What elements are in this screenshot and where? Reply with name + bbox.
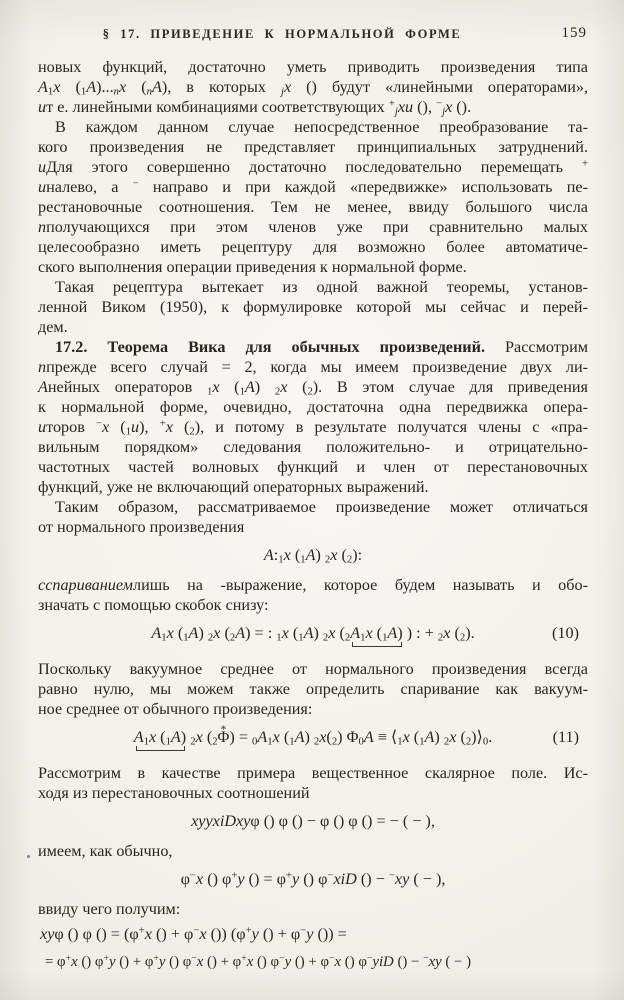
text-line: nполучающихся при этом членов уже при сравнительно малых: [38, 218, 588, 236]
italic-run: A: [151, 78, 162, 96]
italic-run: y: [237, 870, 245, 888]
text-line: uналево, а − направо и при каждой «передвижке» использовать пе-: [38, 177, 588, 196]
text-line: ввиду чего получим:: [38, 900, 181, 918]
italic-run: n: [38, 218, 47, 236]
italic-run: n: [146, 85, 152, 98]
italic-run: j: [442, 105, 446, 118]
italic-run: A: [244, 378, 255, 396]
text-line: от нормального произведения: [38, 518, 245, 536]
italic-run: x: [40, 925, 48, 943]
italic-run: u: [38, 98, 47, 116]
italic-run: u: [38, 418, 47, 436]
italic-run: x: [443, 624, 451, 642]
italic-run: x: [191, 812, 199, 830]
text-line: кого произведения не представляет принципиальных затруднений.: [38, 138, 588, 156]
italic-run: x: [397, 98, 406, 116]
text-line: Рассмотрим в качестве примера вещественное скалярное поле. Ис-: [38, 764, 588, 782]
italic-run: y: [402, 870, 410, 888]
text-line: имеем, как обычно,: [38, 842, 173, 860]
italic-run: u: [38, 158, 47, 176]
italic-run: x: [394, 870, 403, 888]
text-line: вильным порядком» следования положительно- и отрицательно-: [38, 438, 588, 456]
bold-run: 17.2. Теорема Вика для обычных произведений.: [55, 338, 485, 356]
italic-run: x: [102, 418, 110, 436]
italic-run: y: [47, 925, 55, 943]
display-formula: $A_1x$ $(_1A)$ $_2$x $(_2A)$ = : $_1$x $(_1A)$ $_2$x ($_2A_1x$ $(_1A)$ ) : + $_2$x $(_2)$. (10): [38, 621, 588, 645]
italic-run: x: [212, 812, 220, 830]
display-formula: $A:_1x$ $(_1A)$ $_2$x $(_2)$:: [263, 546, 363, 566]
italic-run: x: [196, 954, 204, 970]
italic-run: спариванием: [45, 576, 133, 594]
italic-run: c: [38, 576, 46, 594]
text-line: ходя из перестановочных соотношений: [38, 784, 310, 802]
italic-run: x: [280, 378, 288, 396]
italic-run: n: [38, 358, 47, 376]
italic-run: x: [195, 728, 203, 746]
italic-run: A: [424, 728, 435, 746]
italic-run: x: [333, 870, 341, 888]
italic-run: x: [166, 624, 174, 642]
italic-run: x: [53, 78, 61, 96]
italic-run: iD: [340, 870, 357, 888]
text-line: $A_1x$ $(_1A)..._nx$ $(_nA)$, в которых $_j$x () будут «линейными операторами»,: [38, 78, 589, 98]
italic-run: A: [303, 624, 314, 642]
italic-run: y: [292, 870, 300, 888]
italic-run: y: [251, 925, 259, 943]
italic-run: x: [330, 546, 338, 564]
italic-run: x: [71, 954, 78, 970]
italic-run: x: [281, 624, 289, 642]
text-line: рестановочные соотношения. Тем не менее, ввиду большого числа: [38, 198, 588, 216]
text-line: равно нулю, мы можем также определить спаривание как вакуум-: [38, 680, 588, 698]
text-line: uторов −x $(_1u)$, +x $(_2)$, и потому в результате получатся члены с «пра-: [38, 417, 588, 438]
italic-run: iD: [219, 812, 237, 830]
italic-run: A: [38, 378, 48, 396]
italic-run: x: [365, 624, 373, 642]
italic-run: u: [405, 98, 414, 116]
equation-number: (10): [552, 624, 579, 642]
italic-run: A: [305, 546, 316, 564]
italic-run: y: [205, 812, 213, 830]
italic-run: y: [108, 954, 116, 970]
starred-symbol: * Φ: [218, 725, 230, 749]
contraction-bracket: $A_1x$ $(_1A)$: [350, 624, 407, 644]
italic-run: x: [195, 870, 204, 888]
italic-run: iD: [378, 954, 394, 970]
running-header-title: § 17. ПРИВЕДЕНИЕ К НОРМАЛЬНОЙ ФОРМЕ: [102, 27, 462, 41]
italic-run: A: [188, 624, 199, 642]
text-line: ского выполнения операции приведения к нормальной форме.: [38, 258, 467, 276]
italic-run: x: [402, 728, 410, 746]
text-line: к нормальной форме, очевидно, достаточна одна передвижка опера-: [38, 398, 588, 416]
italic-run: A: [387, 624, 398, 642]
italic-run: A: [235, 624, 246, 642]
text-line: nпрежде всего случай = 2, когда мы имеем произведение двух ли-: [38, 358, 588, 376]
text-line: Поскольку вакуумное среднее от нормального произведения всегда: [38, 660, 588, 678]
display-formula: xyφ () φ () = (φ+x () + φ−x ()) (φ+y () + φ−y ()) =: [40, 924, 347, 943]
text-line: Такая рецептура вытекает из одной важной теоремы, установ-: [55, 278, 588, 296]
italic-run: y: [372, 954, 379, 970]
italic-run: j: [280, 85, 284, 98]
page-number: 159: [561, 25, 587, 41]
italic-run: u: [131, 418, 140, 436]
italic-run: n: [113, 85, 119, 98]
italic-run: A: [133, 728, 144, 746]
italic-run: A: [38, 78, 48, 96]
italic-run: x: [199, 925, 207, 943]
text-line: Таким образом, рассматриваемое произведение может отличаться: [55, 498, 588, 516]
text-line: ное среднее от обычного произведения:: [38, 700, 313, 718]
italic-run: x: [449, 728, 457, 746]
italic-run: x: [144, 925, 152, 943]
italic-run: A: [170, 728, 181, 746]
italic-run: x: [272, 728, 280, 746]
text-line: 17.2. Теорема Вика для обычных произведений. Рассмотрим: [55, 338, 589, 356]
page-body: [38, 57, 588, 977]
italic-run: A: [350, 624, 361, 642]
italic-run: y: [284, 954, 292, 970]
text-line: uт е. линейными комбинациями соответствующих +$_j$xu (), −$_j$x ().: [38, 97, 472, 118]
text-line: дем.: [38, 318, 68, 336]
text-line: uДля этого совершенно достаточно последовательно перемещать +: [38, 157, 588, 176]
scan-speck: [27, 855, 30, 858]
equation-number: (11): [552, 728, 579, 746]
italic-run: x: [236, 812, 244, 830]
italic-run: y: [435, 954, 442, 970]
display-formula: = φ+x () φ+y () + φ+y () φ−x () + φ+x () φ−y () + φ−x () φ−yiD () − −xy ( − ): [45, 953, 472, 970]
display-formula: φ−x () φ+y () = φ+y () φ−xiD () − −xy ( − ),: [180, 869, 446, 888]
italic-run: x: [165, 418, 173, 436]
italic-run: A: [363, 728, 374, 746]
italic-run: x: [319, 728, 327, 746]
text-line: значать с помощью скобок снизу:: [38, 596, 269, 614]
italic-run: A: [263, 546, 274, 564]
display-formula: $A_1x$ $(_1A)$ $_2$x ($_2*$ $\Phi) = _0A_1x$ $(_1A)$ $_2x(_2) \Phi_0A$ ≡ $⟨_1x$ $(_1A)$ $_2$x $(_2)⟩_0$. (11): [38, 725, 588, 749]
text-line: новых функций, достаточно уметь приводить произведения типа: [38, 58, 588, 76]
display-formula: xyyxiDxyφ () φ () − φ () φ () = − ( − ),: [191, 812, 435, 830]
text-line: частотных частей волновых функций и член от перестановочных: [38, 458, 588, 476]
italic-run: A: [86, 78, 97, 96]
italic-run: x: [328, 624, 336, 642]
italic-run: A: [257, 728, 268, 746]
italic-run: y: [198, 812, 206, 830]
italic-run: j: [394, 105, 398, 118]
italic-run: x: [283, 546, 291, 564]
italic-run: u: [38, 178, 47, 196]
text-line: cспариваниемлишь на -выражение, которое будем называть и обо-: [38, 576, 588, 594]
italic-run: x: [334, 954, 342, 970]
italic-run: x: [148, 728, 157, 746]
italic-run: x: [445, 98, 453, 116]
italic-run: x: [212, 378, 220, 396]
italic-run: y: [243, 812, 251, 830]
text-line: функций, уже не включающий операторных выражений.: [38, 478, 429, 496]
text-line: Aнейных операторов $_1$x $(_1A)$ $_2$x $(_2)$. В этом случае для приведения: [38, 378, 588, 398]
italic-run: A: [294, 728, 305, 746]
italic-run: x: [246, 954, 254, 970]
text-line: ленной Виком (1950), к формулировке которой мы сейчас и перей-: [38, 298, 588, 316]
italic-run: x: [213, 624, 221, 642]
italic-run: x: [428, 954, 436, 970]
italic-run: x: [118, 78, 127, 96]
contraction-bracket: $A_1x$ $(_1A)$: [133, 728, 191, 748]
italic-run: x: [283, 78, 292, 96]
text-line: целесообразно иметь рецептуру для возможно более автоматиче-: [38, 238, 588, 256]
italic-run: y: [158, 954, 166, 970]
italic-run: y: [306, 925, 314, 943]
text-line: В каждом данном случае непосредственное преобразование та-: [55, 118, 588, 136]
italic-run: A: [151, 624, 162, 642]
